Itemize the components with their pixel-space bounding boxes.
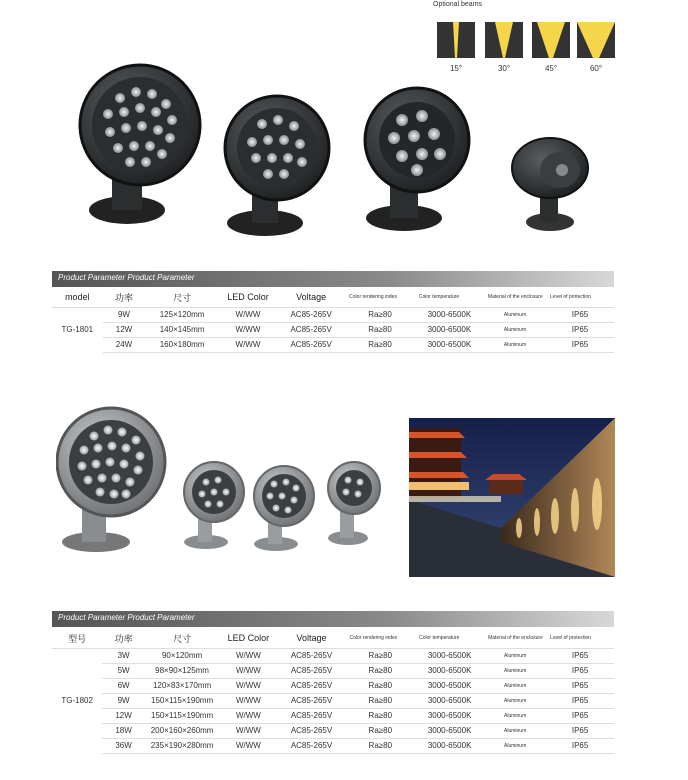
voltage-cell: AC85-265V (278, 738, 346, 753)
size-cell: 125×120mm (145, 307, 219, 322)
power-cell: 12W (102, 708, 145, 723)
ip-cell: IP65 (546, 663, 614, 678)
cri-cell: Ra≥80 (345, 693, 415, 708)
cri-cell: Ra≥80 (345, 678, 415, 693)
table2-banner-text: Product Parameter Product Parameter (58, 613, 195, 622)
table-row (52, 337, 614, 352)
temp-cell: 3000-6500K (415, 307, 484, 322)
size-cell: 150×115×190mm (145, 708, 219, 723)
power-cell: 36W (102, 738, 145, 753)
color-cell: W/WW (219, 337, 277, 352)
cri-cell: Ra≥80 (345, 663, 415, 678)
voltage-cell: AC85-265V (277, 307, 345, 322)
table2-header-temp: Color temperature (415, 629, 484, 648)
material-cell: Aluminum (484, 337, 546, 352)
table1-header-ip: Level of protection (546, 288, 614, 307)
size-cell: 140×145mm (145, 322, 219, 337)
color-cell: W/WW (219, 307, 277, 322)
ip-cell: IP65 (546, 708, 614, 723)
voltage-cell: AC85-265V (278, 723, 346, 738)
color-cell: W/WW (219, 648, 277, 663)
material-cell: Aluminum (484, 322, 546, 337)
table2-header-model: 型号 (52, 629, 102, 648)
table1-header-color: LED Color (219, 288, 277, 307)
table2-header-power: 功率 (102, 629, 145, 648)
table1-header-temp: Color temperature (415, 288, 484, 307)
table2-header-size: 尺寸 (145, 629, 219, 648)
material-cell: Aluminum (484, 693, 546, 708)
power-cell: 24W (103, 337, 146, 352)
material-cell: Aluminum (484, 663, 546, 678)
material-cell: Aluminum (484, 723, 546, 738)
color-cell: W/WW (219, 678, 277, 693)
table1-spec-table (52, 288, 614, 353)
temp-cell: 3000-6500K (415, 337, 484, 352)
voltage-cell: AC85-265V (277, 337, 345, 352)
table1-header-model: model (52, 288, 103, 307)
temp-cell: 3000-6500K (415, 678, 484, 693)
table-row (52, 322, 614, 337)
material-cell: Aluminum (484, 708, 546, 723)
size-cell: 90×120mm (145, 648, 219, 663)
temp-cell: 3000-6500K (415, 322, 484, 337)
ip-cell: IP65 (546, 337, 614, 352)
cri-cell: Ra≥80 (345, 723, 415, 738)
ip-cell: IP65 (546, 307, 614, 322)
size-cell: 150×115×190mm (145, 693, 219, 708)
table2-header-material: Material of the enclosure (484, 629, 546, 648)
color-cell: W/WW (219, 738, 277, 753)
beam-30-label: 30° (497, 64, 511, 73)
voltage-cell: AC85-265V (278, 663, 346, 678)
voltage-cell: AC85-265V (278, 648, 346, 663)
temp-cell: 3000-6500K (415, 738, 484, 753)
table1-banner (52, 271, 614, 287)
ip-cell: IP65 (546, 693, 614, 708)
size-cell: 200×160×260mm (145, 723, 219, 738)
color-cell: W/WW (219, 693, 277, 708)
ip-cell: IP65 (546, 648, 614, 663)
color-cell: W/WW (219, 723, 277, 738)
size-cell: 120×83×170mm (145, 678, 219, 693)
material-cell: Aluminum (484, 648, 546, 663)
table1-header-material: Material of the enclosure (484, 288, 546, 307)
table-row (52, 307, 614, 322)
night-scene-photo (409, 418, 615, 577)
table-row (52, 723, 614, 738)
power-cell: 12W (103, 322, 146, 337)
table2-header-ip: Level of protection (546, 629, 614, 648)
table-row (52, 693, 614, 708)
color-cell: W/WW (219, 322, 277, 337)
size-cell: 235×190×280mm (145, 738, 219, 753)
temp-cell: 3000-6500K (415, 723, 484, 738)
table1-header-power: 功率 (103, 288, 146, 307)
power-cell: 9W (103, 307, 146, 322)
table1-header-voltage: Voltage (277, 288, 345, 307)
table1-header-cri: Color rendering index (345, 288, 415, 307)
table2-header-row (52, 629, 614, 648)
table1-header-size: 尺寸 (145, 288, 219, 307)
cri-cell: Ra≥80 (345, 307, 415, 322)
table2-header-voltage: Voltage (278, 629, 346, 648)
dark-floodlights-photo (72, 50, 612, 240)
color-cell: W/WW (219, 663, 277, 678)
table2-spec-table (52, 629, 614, 754)
size-cell: 98×90×125mm (145, 663, 219, 678)
table2-banner (52, 611, 614, 627)
beam-60-label: 60° (589, 64, 603, 73)
power-cell: 6W (102, 678, 145, 693)
table-row (52, 663, 614, 678)
cri-cell: Ra≥80 (345, 708, 415, 723)
voltage-cell: AC85-265V (278, 693, 346, 708)
table1-header-row (52, 288, 614, 307)
beam-15-label: 15° (449, 64, 463, 73)
voltage-cell: AC85-265V (278, 678, 346, 693)
table-row (52, 738, 614, 753)
ip-cell: IP65 (546, 738, 614, 753)
table1-model: TG-1801 (61, 325, 94, 335)
cri-cell: Ra≥80 (345, 738, 415, 753)
material-cell: Aluminum (484, 678, 546, 693)
power-cell: 9W (102, 693, 145, 708)
temp-cell: 3000-6500K (415, 693, 484, 708)
temp-cell: 3000-6500K (415, 648, 484, 663)
table-row (52, 648, 614, 663)
beam-45-label: 45° (544, 64, 558, 73)
cri-cell: Ra≥80 (345, 648, 415, 663)
color-cell: W/WW (219, 708, 277, 723)
temp-cell: 3000-6500K (415, 663, 484, 678)
optional-beams-title: Optional beams (433, 1, 483, 8)
table2-model: TG-1802 (61, 696, 93, 706)
power-cell: 3W (102, 648, 145, 663)
voltage-cell: AC85-265V (277, 322, 345, 337)
table2-header-color: LED Color (219, 629, 277, 648)
grey-floodlights-photo (56, 400, 386, 560)
material-cell: Aluminum (484, 307, 546, 322)
ip-cell: IP65 (546, 678, 614, 693)
table1-banner-text: Product Parameter Product Parameter (58, 273, 195, 282)
ip-cell: IP65 (546, 322, 614, 337)
temp-cell: 3000-6500K (415, 708, 484, 723)
size-cell: 160×180mm (145, 337, 219, 352)
ip-cell: IP65 (546, 723, 614, 738)
material-cell: Aluminum (484, 738, 546, 753)
table2-header-cri: Color rendering index (345, 629, 415, 648)
power-cell: 18W (102, 723, 145, 738)
voltage-cell: AC85-265V (278, 708, 346, 723)
table-row (52, 708, 614, 723)
cri-cell: Ra≥80 (345, 322, 415, 337)
cri-cell: Ra≥80 (345, 337, 415, 352)
table-row (52, 678, 614, 693)
power-cell: 5W (102, 663, 145, 678)
